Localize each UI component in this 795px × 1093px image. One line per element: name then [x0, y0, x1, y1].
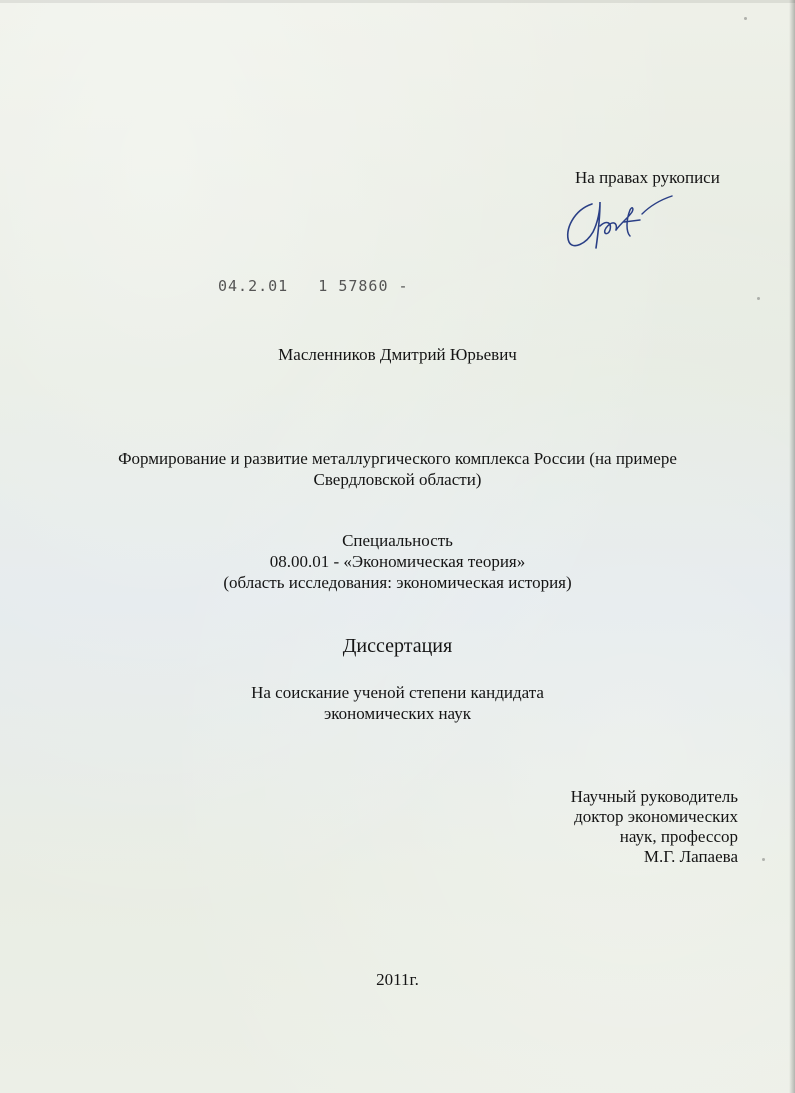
title-line-2: Свердловской области)	[313, 470, 482, 489]
stamp-date-code: 04.2.01	[218, 277, 289, 295]
specialty-code: 08.00.01 - «Экономическая теория»	[269, 552, 526, 571]
scan-top-edge	[0, 0, 795, 3]
degree-line-2: экономических наук	[323, 704, 472, 723]
scan-speck	[762, 858, 765, 861]
scan-speck	[757, 297, 760, 300]
year: 2011г.	[376, 970, 419, 989]
title-line-1: Формирование и развитие металлургического комплекса России (на примере	[118, 449, 677, 468]
handwritten-signature	[560, 192, 675, 254]
stamp-number: 1 57860 -	[318, 277, 409, 295]
document-type: Диссертация	[342, 635, 453, 657]
supervisor-degree-line-1: доктор экономических	[574, 807, 738, 826]
supervisor-role: Научный руководитель	[570, 787, 738, 806]
scan-speck	[744, 17, 747, 20]
author-name: Масленников Дмитрий Юрьевич	[278, 345, 517, 364]
supervisor-name: М.Г. Лапаева	[643, 847, 738, 866]
supervisor-degree-line-2: наук, профессор	[619, 827, 738, 846]
supervisor-block	[571, 787, 738, 867]
archive-stamp	[218, 277, 409, 295]
specialty-label: Специальность	[342, 531, 453, 550]
manuscript-rights-label: На правах рукописи	[575, 168, 720, 187]
specialty-area: (область исследования: экономическая история)	[223, 573, 572, 592]
degree-line-1: На соискание ученой степени кандидата	[251, 683, 544, 702]
